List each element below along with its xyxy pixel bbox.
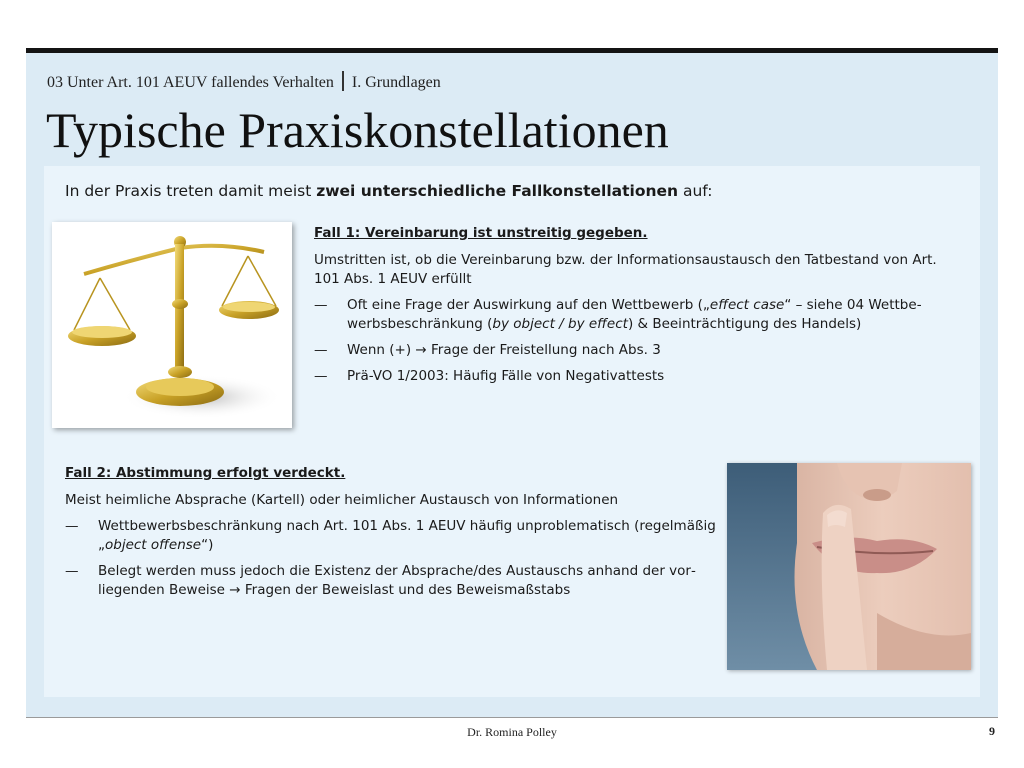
case2-block [65,464,715,607]
bullet-italic: by object / by effect [492,316,628,332]
bullet-dash: — [65,563,79,579]
intro-suffix: auf: [678,182,713,200]
case1-text: Umstritten ist, ob die Vereinbarung bzw. der Informationsaustausch den Tatbestand von Art. 101 Abs. 1 AEUV erfüllt [314,252,937,287]
breadcrumb-subsection: I. Grundlagen [351,74,441,91]
bullet-dash: — [65,518,79,534]
bullet-text: Prä-VO 1/2003: Häufig Fälle von Negativattests [347,368,665,384]
breadcrumb-separator [342,71,344,91]
bullet-text: Belegt werden muss jedoch die Existenz der Absprache/des Austauschs anhand der vorliegenden Beweise → Fragen der Beweislast und des Beweismaßstabs [98,563,696,598]
case2-heading: Fall 2: Abstimmung erfolgt verdeckt. [65,465,346,481]
bullet-italic: effect case [709,297,785,313]
bullet-text: “ – siehe 04 Wettbewerbsbeschränkung ( [347,297,922,332]
bullet-dash: — [314,368,328,384]
bullet-italic: object offense [105,537,202,553]
finger-photo [727,463,971,670]
case2-bullet [65,562,738,600]
page-title: Typische Praxiskonstellationen [46,102,669,158]
case1-block [314,224,964,393]
bullet-text: Oft eine Frage der Auswirkung auf den Wettbewerb („ [347,297,710,313]
bullet-dash: — [314,297,328,313]
footer-author: Dr. Romina Polley [467,725,557,739]
bottom-rule [26,717,998,718]
intro-text [65,182,712,200]
intro-prefix: In der Praxis treten damit meist [65,182,317,200]
bullet-text: Wenn (+) → Frage der Freistellung nach Abs. 3 [347,342,661,358]
bullet-text: Wettbewerbsbeschränkung nach Art. 101 Abs. 1 AEUV häufig unproblematisch (regelmäßig „ [98,518,716,553]
intro-emphasis: zwei unterschiedliche Fallkonstellationen [316,182,679,200]
case1-bullet [314,341,964,360]
case2-text: Meist heimliche Absprache (Kartell) oder heimlicher Austausch von Informationen [65,492,619,508]
breadcrumb [47,71,441,92]
balance-scale-icon [52,222,292,428]
bullet-dash: — [314,342,328,358]
top-rule [26,48,998,53]
finger-on-lips-icon [727,463,971,670]
case1-heading: Fall 1: Vereinbarung ist unstreitig gegeben. [314,225,648,241]
case1-bullet [314,296,964,334]
scales-photo [52,222,292,428]
page-number: 9 [989,724,995,738]
case2-bullet [65,517,738,555]
breadcrumb-section: 03 Unter Art. 101 AEUV fallendes Verhalten [47,74,334,91]
bullet-text: “) [201,537,214,553]
case1-bullet [314,367,964,386]
bullet-text: ) & Beeinträchtigung des Handels) [627,316,862,332]
